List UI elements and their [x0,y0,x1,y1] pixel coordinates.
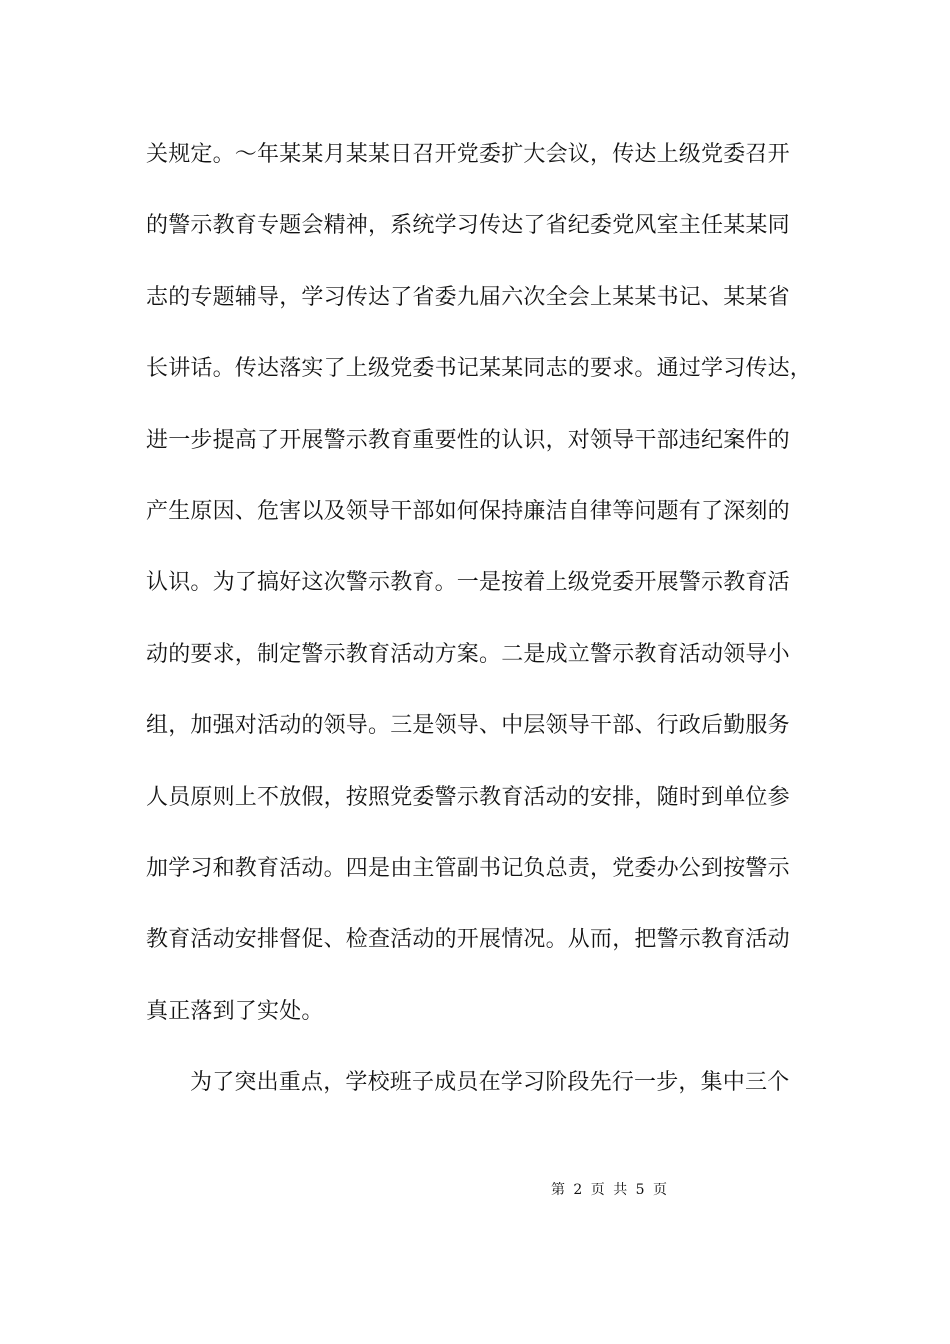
text-line: 产生原因、危害以及领导干部如何保持廉洁自律等问题有了深刻的 [146,498,790,524]
text-line: 志的专题辅导，学习传达了省委九届六次全会上某某书记、某某省 [146,284,790,310]
page-number-footer: 第 2 页 共 5 页 [550,1182,670,1198]
text-line: 认识。为了搞好这次警示教育。一是按着上级党委开展警示教育活 [146,570,790,596]
text-line: 加学习和教育活动。四是由主管副书记负总责，党委办公到按警示 [146,855,790,881]
text-line: 动的要求，制定警示教育活动方案。二是成立警示教育活动领导小 [146,641,790,667]
text-line: 真正落到了实处。 [146,998,324,1024]
text-line: 组，加强对活动的领导。三是领导、中层领导干部、行政后勤服务 [146,713,790,739]
text-line: 进一步提高了开展警示教育重要性的认识，对领导干部违纪案件的 [146,427,790,453]
paragraph-start-line: 为了突出重点，学校班子成员在学习阶段先行一步，集中三个 [190,1070,790,1096]
text-line: 教育活动安排督促、检查活动的开展情况。从而，把警示教育活动 [146,927,790,953]
text-line: 的警示教育专题会精神，系统学习传达了省纪委党风室主任某某同 [146,213,790,239]
text-line: 关规定。～年某某月某某日召开党委扩大会议，传达上级党委召开 [146,142,790,167]
body-text [146,133,826,1132]
text-line: 人员原则上不放假，按照党委警示教育活动的安排，随时到单位参 [146,784,790,810]
text-line: 长讲话。传达落实了上级党委书记某某同志的要求。通过学习传达， [146,356,813,382]
